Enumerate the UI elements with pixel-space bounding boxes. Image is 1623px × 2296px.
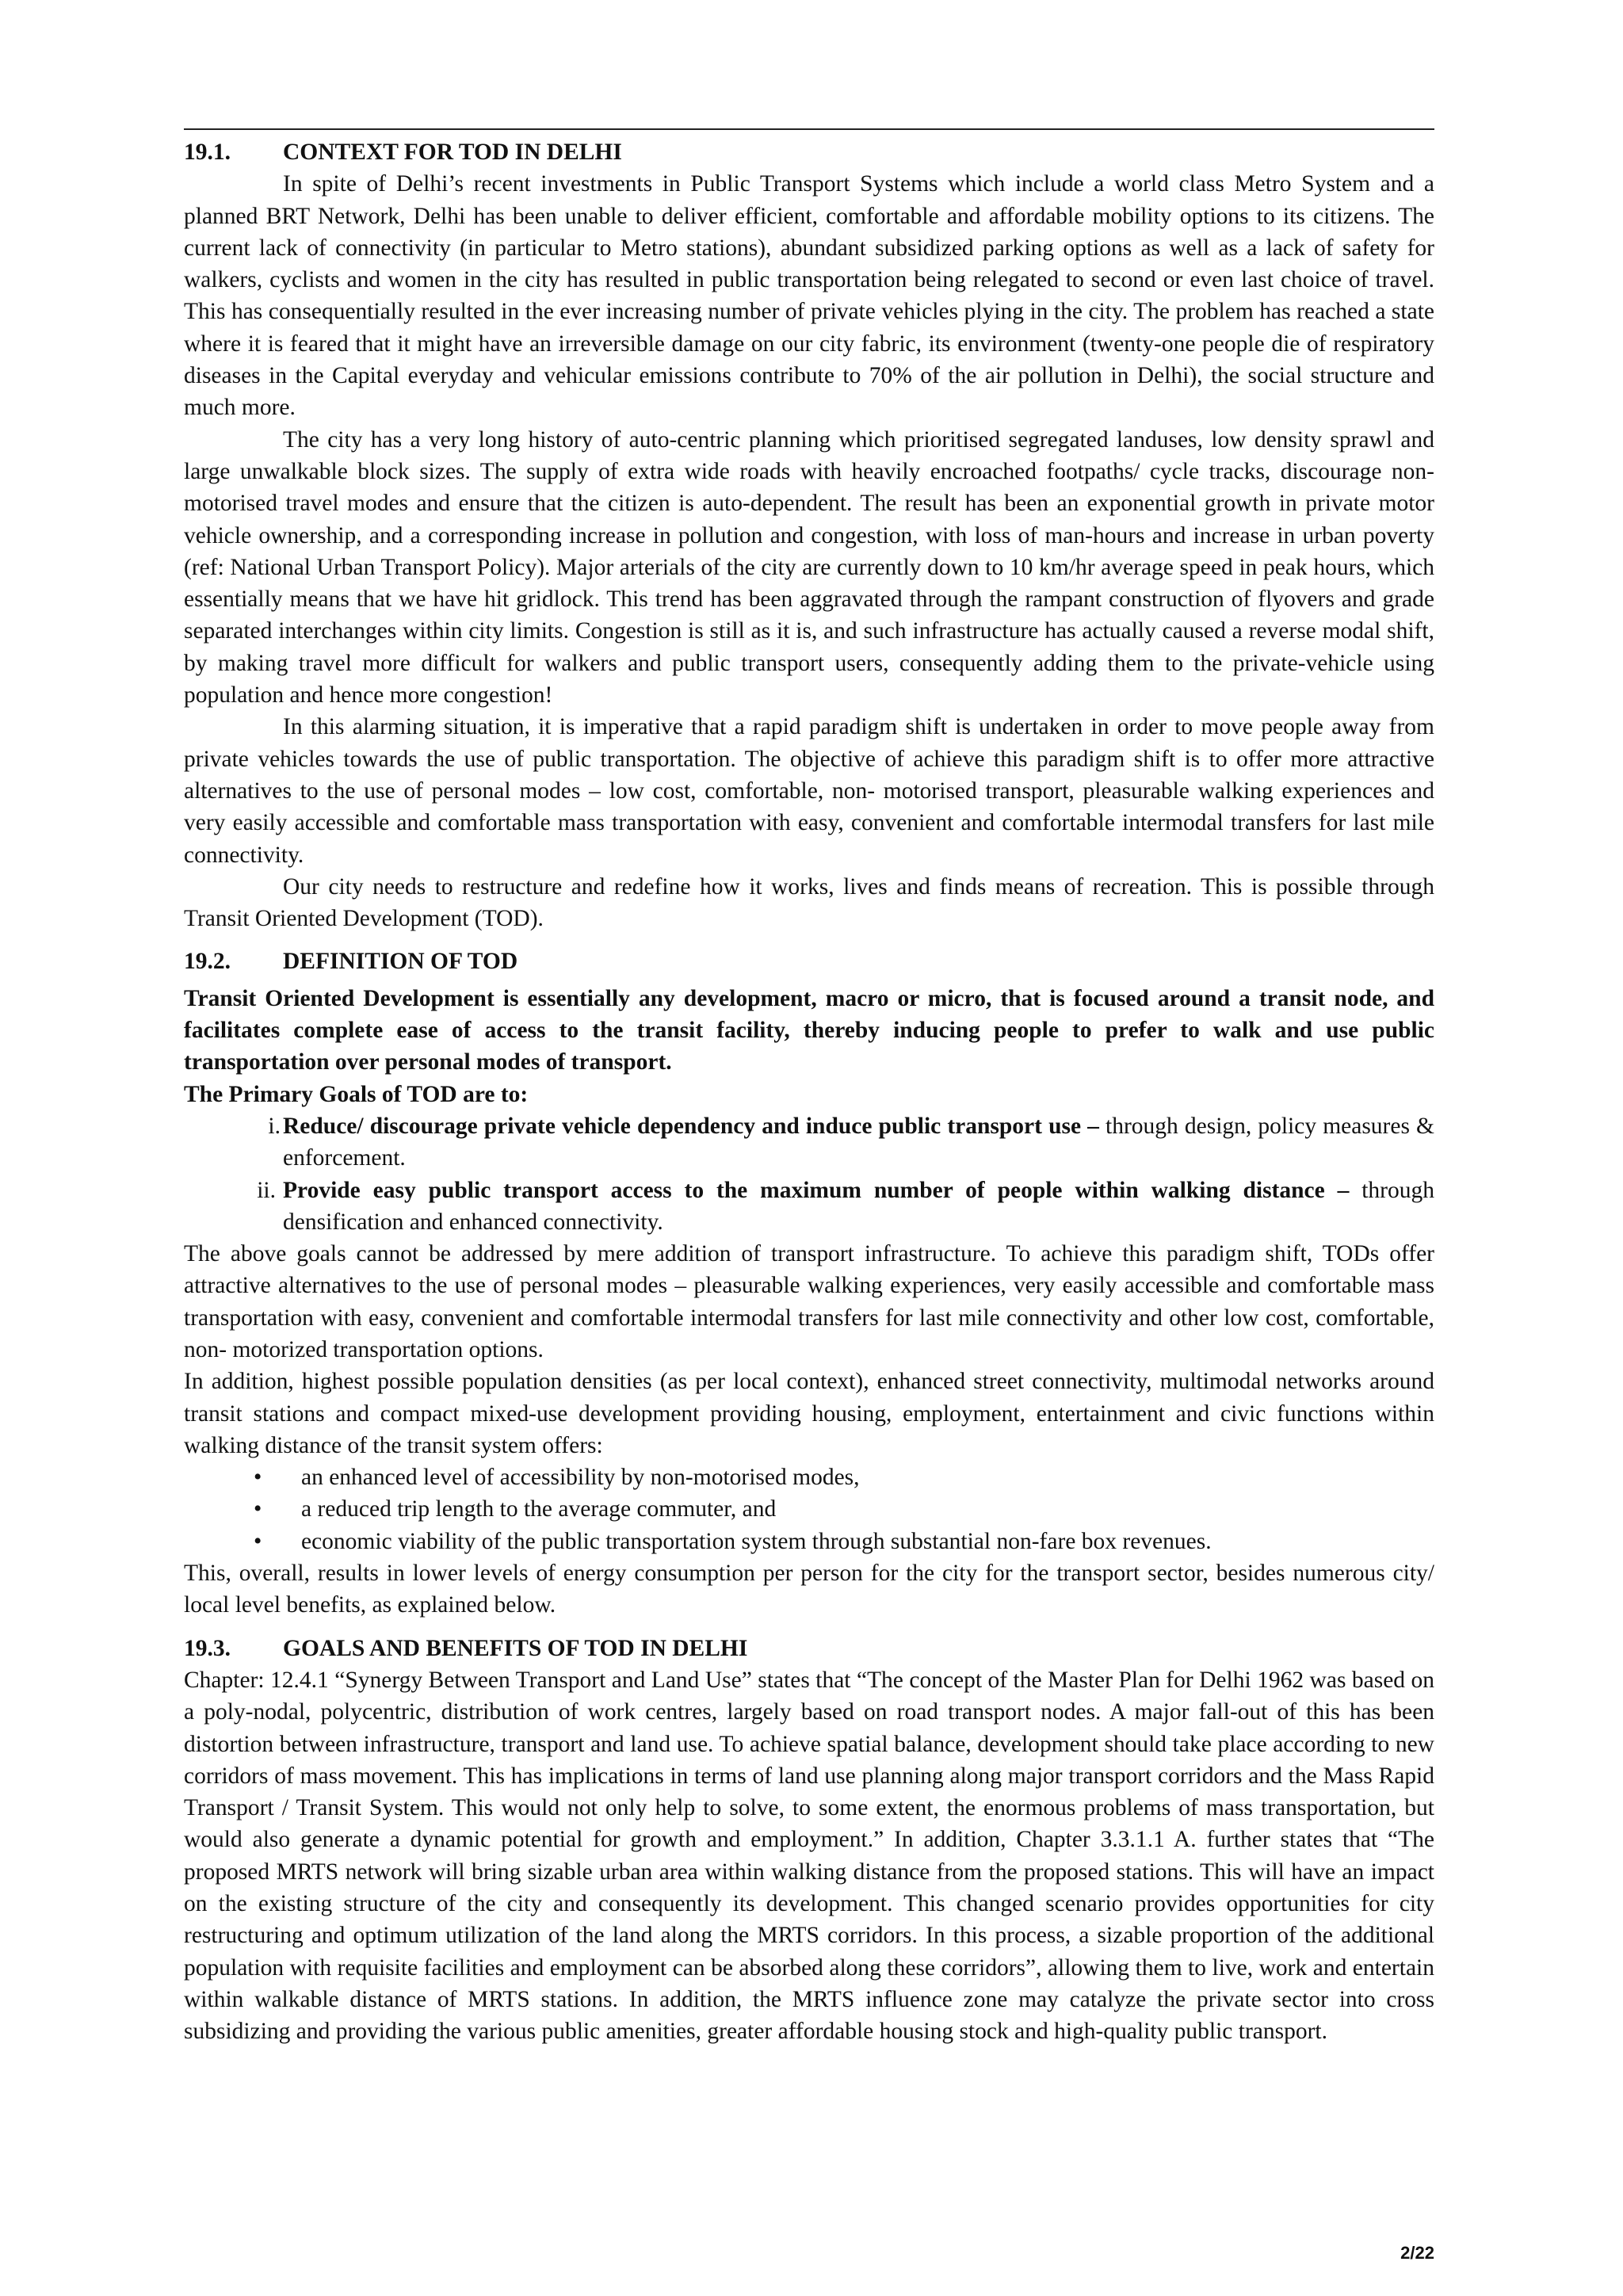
bullet-text: economic viability of the public transportation system through substantial non-fare box revenues. [301, 1528, 1212, 1554]
bullet-icon: • [254, 1465, 262, 1491]
section-heading-19-3 [184, 1633, 1434, 1664]
section-number: 19.2. [184, 949, 231, 975]
section-title: CONTEXT FOR TOD IN DELHI [283, 139, 622, 165]
section-number: 19.3. [184, 1635, 231, 1661]
bullet-text: an enhanced level of accessibility by non-motorised modes, [301, 1465, 860, 1491]
benefits-list [184, 1461, 1434, 1557]
list-item [184, 1175, 1434, 1239]
page-content [184, 136, 1434, 2048]
list-item [184, 1110, 1434, 1175]
goals-list [184, 1110, 1434, 1238]
goals-heading: The Primary Goals of TOD are to: [184, 1081, 529, 1107]
goal-text: through densification and enhanced connectivity. [283, 1177, 1434, 1235]
paragraph: This, overall, results in lower levels of energy consumption per person for the city for the transport sector, besides numerous city/ local level benefits, as explained below. [184, 1561, 1434, 1618]
paragraph: Our city needs to restructure and redefine how it works, lives and finds means of recreation. This is possible through Transit Oriented Development (TOD). [184, 873, 1434, 932]
section-heading-19-2 [184, 946, 1434, 977]
section-heading-19-1 [184, 136, 1434, 168]
paragraph: In this alarming situation, it is imperative that a rapid paradigm shift is undertaken in order to move people away from private vehicles towards the use of public transportation. The objective of achieve this paradigm shift is to offer more attractive alternatives to the use of personal modes – low cost, comfortable, non- motorised transport, pleasurable walking experiences and very easily accessible and comfortable mass transportation with easy, convenient and comfortable intermodal transfers for last mile connectivity. [184, 714, 1434, 868]
list-item [184, 1526, 1434, 1557]
paragraph: In addition, highest possible population densities (as per local context), enhanced street connectivity, multimodal networks around transit stations and compact mixed-use development providing housing, employment, entertainment and civic functions within walking distance of the transit system offers: [184, 1369, 1434, 1458]
bullet-icon: • [254, 1528, 262, 1554]
bullet-text: a reduced trip length to the average commuter, and [301, 1496, 777, 1522]
goal-bold-text: Reduce/ discourage private vehicle dependency and induce public transport use – [283, 1113, 1099, 1139]
list-marker: ii. [257, 1177, 276, 1203]
section-title: GOALS AND BENEFITS OF TOD IN DELHI [283, 1635, 748, 1661]
tod-definition: Transit Oriented Development is essentially any development, macro or micro, that is focused around a transit node, and facilitates complete ease of access to the transit facility, thereby inducing people to prefer to walk and use public transportation over personal modes of transport. [184, 985, 1434, 1075]
paragraph: In spite of Delhi’s recent investments in Public Transport Systems which include a world class Metro System and a planned BRT Network, Delhi has been unable to deliver efficient, comfortable and affordable mobility options to its citizens. The current lack of connectivity (in particular to Metro stations), abundant subsidized parking options as well as a lack of safety for walkers, cyclists and women in the city has resulted in public transportation being relegated to second or even last choice of travel. This has consequentially resulted in the ever increasing number of private vehicles plying in the city. The problem has reached a state where it is feared that it might have an irreversible damage on our city fabric, its environment (twenty-one people die of respiratory diseases in the Capital everyday and vehicular emissions contribute to 70% of the air pollution in Delhi), the social structure and much more. [184, 171, 1434, 421]
page-number: 2/22 [1400, 2243, 1434, 2263]
list-marker: i. [268, 1113, 281, 1139]
list-item [184, 1493, 1434, 1525]
paragraph: The city has a very long history of auto-centric planning which prioritised segregated landuses, low density sprawl and large unwalkable block sizes. The supply of extra wide roads with heavily encroached footpaths/ cycle tracks, discourage non- motorised travel modes and ensure that the citizen is auto-dependent. The result has been an exponential growth in private motor vehicle ownership, and a corresponding increase in pollution and congestion, with loss of man-hours and increase in urban poverty (ref: National Urban Transport Policy). Major arterials of the city are currently down to 10 km/hr average speed in peak hours, which essentially means that we have hit gridlock. This trend has been aggravated through the rampant construction of flyovers and grade separated interchanges within city limits. Congestion is still as it is, and such infrastructure has actually caused a reverse modal shift, by making travel more difficult for walkers and public transport users, consequently adding them to the private-vehicle using population and hence more congestion! [184, 426, 1434, 709]
header-rule [184, 128, 1434, 130]
bullet-icon: • [254, 1496, 262, 1522]
goal-bold-text: Provide easy public transport access to the maximum number of people within walking distance – [283, 1177, 1350, 1203]
paragraph: Chapter: 12.4.1 “Synergy Between Transport and Land Use” states that “The concept of the Master Plan for Delhi 1962 was based on a poly-nodal, polycentric, distribution of work centres, largely based on road transport nodes. A major fall-out of this has been distortion between infrastructure, transport and land use. To achieve spatial balance, development should take place according to new corridors of mass movement. This has implications in terms of land use planning along major transport corridors and the Mass Rapid Transport / Transit System. This would not only help to solve, to some extent, the enormous problems of mass transportation, but would also generate a dynamic potential for growth and employment.” In addition, Chapter 3.3.1.1 A. further states that “The proposed MRTS network will bring sizable urban area within walking distance from the proposed stations. This will have an impact on the existing structure of the city and consequently its development. This changed scenario provides opportunities for city restructuring and optimum utilization of the land along the MRTS corridors. In this process, a sizable proportion of the additional population with requisite facilities and employment can be absorbed along these corridors”, allowing them to live, work and entertain within walkable distance of MRTS stations. In addition, the MRTS influence zone may catalyze the private sector into cross subsidizing and providing the various public amenities, greater affordable housing stock and high-quality public transport. [184, 1667, 1434, 2045]
section-title: DEFINITION OF TOD [283, 949, 518, 975]
paragraph: The above goals cannot be addressed by mere addition of transport infrastructure. To achieve this paradigm shift, TODs offer attractive alternatives to the use of personal modes – pleasurable walking experiences, very easily accessible and comfortable mass transportation with easy, convenient and comfortable intermodal transfers for last mile connectivity and other low cost, comfortable, non- motorized transportation options. [184, 1241, 1434, 1362]
section-number: 19.1. [184, 139, 231, 165]
goal-text: through design, policy measures & enforcement. [283, 1113, 1434, 1171]
list-item [184, 1461, 1434, 1493]
